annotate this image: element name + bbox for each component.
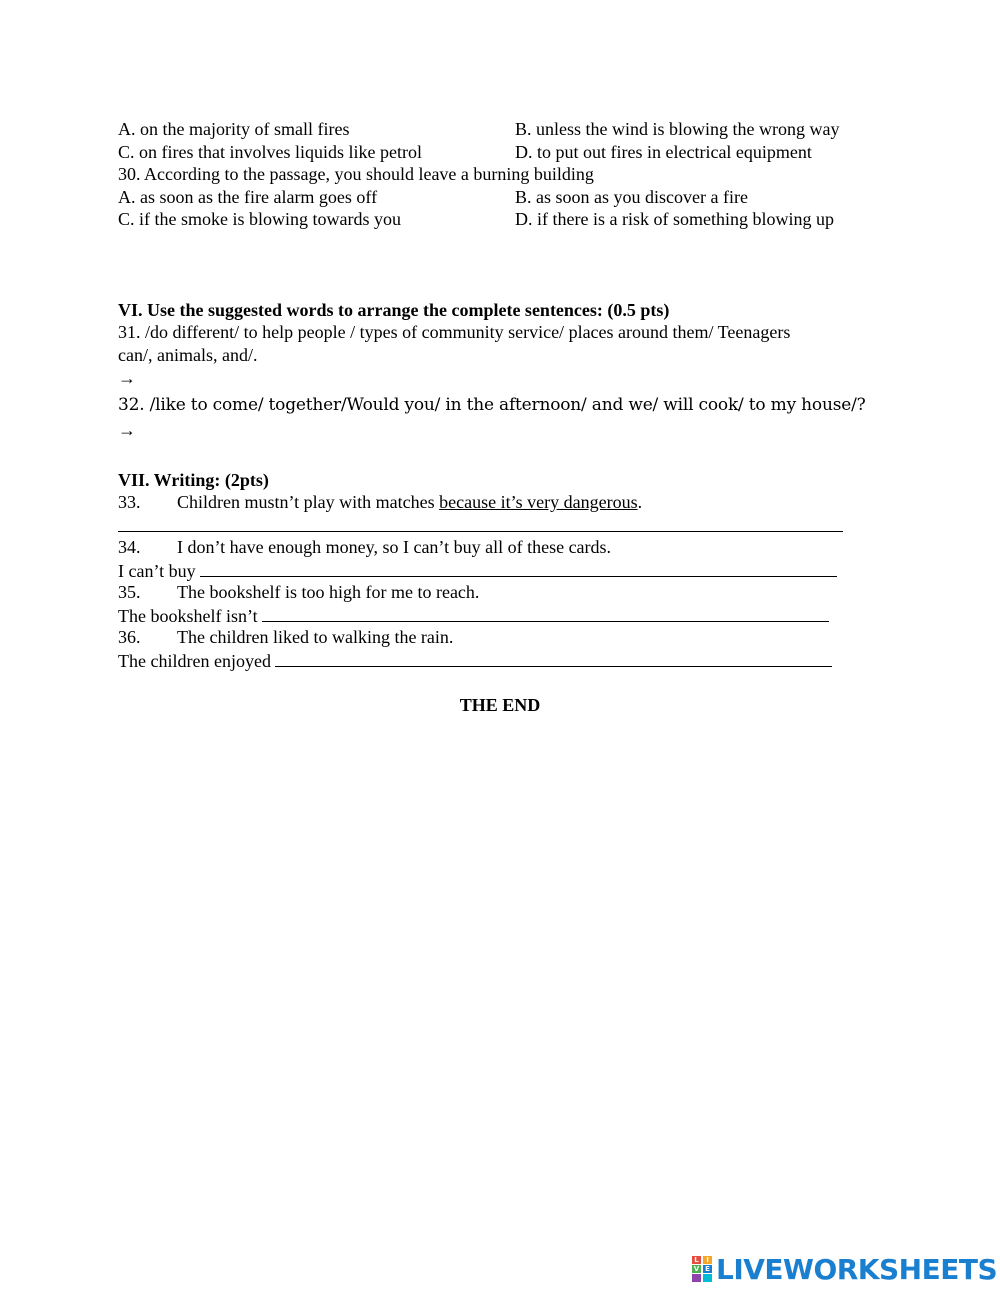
section-6-heading: VI. Use the suggested words to arrange the complete sentences: (0.5 pts) <box>118 300 670 320</box>
liveworksheets-mark-icon: L I V E <box>692 1256 712 1282</box>
q36-number: 36. <box>118 627 141 647</box>
q29-option-c: C. on fires that involves liquids like petrol <box>118 142 422 162</box>
section-7-heading: VII. Writing: (2pts) <box>118 470 269 490</box>
q30-option-d: D. if there is a risk of something blowing up <box>515 209 834 229</box>
q31-answer-arrow[interactable]: → <box>118 368 136 388</box>
q32-answer-arrow[interactable]: → <box>118 420 136 440</box>
q34-answer[interactable] <box>118 559 837 582</box>
q35-number: 35. <box>118 582 141 602</box>
q34 <box>118 536 611 558</box>
q33-period: . <box>637 492 643 512</box>
q29-option-a: A. on the majority of small fires <box>118 119 350 139</box>
q36-text: The children liked to walking the rain. <box>177 627 454 647</box>
q33 <box>118 491 642 513</box>
the-end-label: THE END <box>459 695 541 715</box>
q34-number: 34. <box>118 537 141 557</box>
q36-answer[interactable] <box>118 649 832 672</box>
liveworksheets-logo <box>692 1252 998 1286</box>
q29-option-d: D. to put out fires in electrical equipment <box>515 142 812 162</box>
q34-text: I don’t have enough money, so I can’t buy all of these cards. <box>177 537 612 557</box>
q33-underlined-phrase: because it’s very dangerous <box>439 492 638 512</box>
q36-answer-line[interactable] <box>275 649 832 667</box>
q35 <box>118 581 479 603</box>
q36 <box>118 626 453 648</box>
q33-answer-line[interactable] <box>118 514 843 537</box>
q29-option-b: B. unless the wind is blowing the wrong way <box>515 119 840 139</box>
q30-option-a: A. as soon as the fire alarm goes off <box>118 187 378 207</box>
q31-line-1: 31. /do different/ to help people / types of community service/ places around them/ Teenagers <box>118 322 791 342</box>
q33-number: 33. <box>118 492 141 512</box>
q35-text: The bookshelf is too high for me to reach. <box>177 582 480 602</box>
q34-prompt: I can’t buy <box>118 561 196 581</box>
q35-answer-line[interactable] <box>262 604 829 622</box>
q34-answer-line[interactable] <box>200 559 837 577</box>
q36-prompt: The children enjoyed <box>118 651 271 671</box>
q30-option-c: C. if the smoke is blowing towards you <box>118 209 401 229</box>
q35-answer[interactable] <box>118 604 829 627</box>
q31-line-2: can/, animals, and/. <box>118 345 258 365</box>
liveworksheets-wordmark: LIVEWORKSHEETS <box>716 1252 998 1286</box>
q35-prompt: The bookshelf isn’t <box>118 606 258 626</box>
q32-text: 32. /like to come/ together/Would you/ in the afternoon/ and we/ will cook/ to my house/? <box>118 395 866 415</box>
q33-text: Children mustn’t play with matches <box>177 492 440 512</box>
q30-stem: 30. According to the passage, you should leave a burning building <box>118 164 594 184</box>
q30-option-b: B. as soon as you discover a fire <box>515 187 748 207</box>
